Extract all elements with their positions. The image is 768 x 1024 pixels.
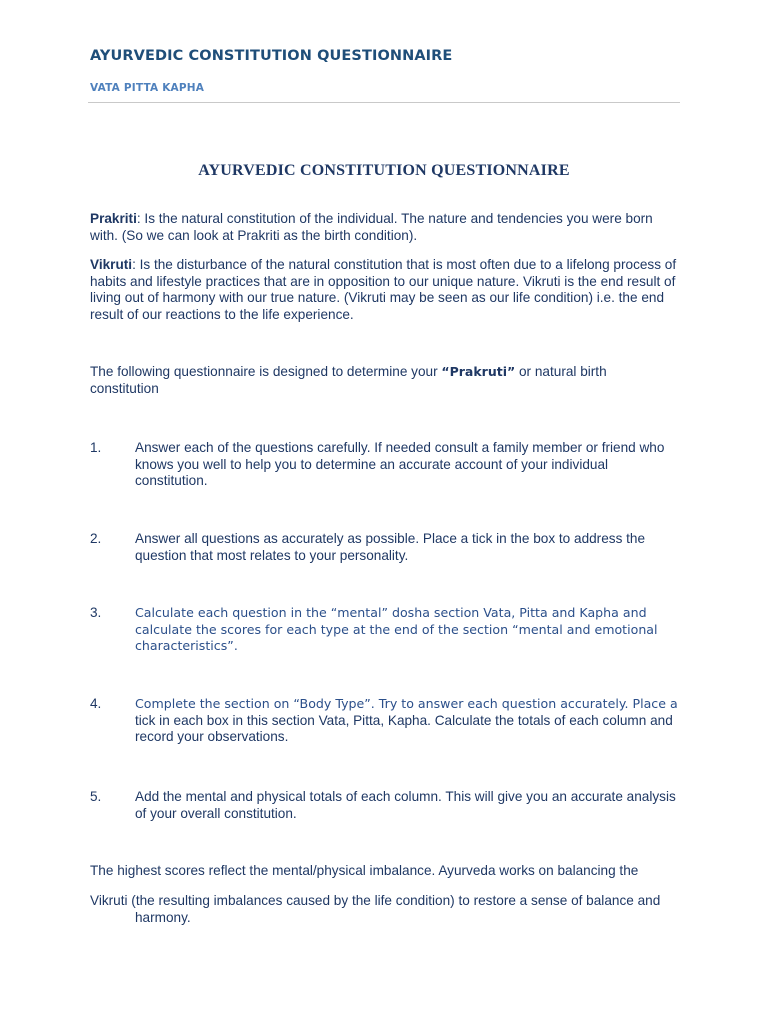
intro-highlight: “Prakruti” — [441, 364, 516, 379]
document-title: AYURVEDIC CONSTITUTION QUESTIONNAIRE — [198, 162, 570, 179]
item-text-line-b: tick in each box in this section Vata, Pitta, Kapha. Calculate the totals of each column and record your observations. — [135, 712, 673, 744]
prakriti-paragraph — [90, 211, 682, 244]
prakriti-term: Prakriti — [90, 211, 137, 226]
closing-line-2b: harmony. — [135, 909, 191, 925]
item-text: Answer all questions as accurately as possible. Place a tick in the box to address the question that most relates to your personality. — [135, 531, 646, 563]
item-text: Add the mental and physical totals of each column. This will give you an accurate analysis of your overall constitution. — [135, 789, 676, 821]
vikruti-term: Vikruti — [90, 257, 133, 272]
item-text: Calculate each question in the “mental” dosha section Vata, Pitta and Kapha and calculate the scores for each type at the end of the section “mental and emotional characteristics”. — [135, 605, 658, 653]
item-number: 4. — [90, 696, 102, 711]
item-text — [135, 696, 682, 746]
item-number: 2. — [90, 531, 102, 546]
intro-text-before: The following questionnaire is designed to determine your — [90, 364, 442, 379]
header-title: AYURVEDIC CONSTITUTION QUESTIONNAIRE — [90, 48, 453, 64]
item-number: 3. — [90, 605, 102, 620]
item-number: 1. — [90, 440, 102, 455]
closing-line-1: The highest scores reflect the mental/physical imbalance. Ayurveda works on balancing the — [90, 863, 639, 878]
vikruti-paragraph — [90, 257, 682, 323]
intro-text-after: or natural birth constitution — [90, 364, 607, 396]
closing-line-2a: Vikruti (the resulting imbalances caused by the life condition) to restore a sense of balance and — [90, 893, 661, 908]
item-text-line-a: Complete the section on “Body Type”. Try to answer each question accurately. Place a — [135, 696, 678, 711]
prakriti-definition: : Is the natural constitution of the individual. The nature and tendencies you were born with. (So we can look at Prakriti as the birth condition). — [90, 211, 653, 243]
closing-paragraph — [90, 893, 682, 926]
intro-paragraph — [90, 364, 620, 397]
item-number: 5. — [90, 789, 102, 804]
item-text: Answer each of the questions carefully. If needed consult a family member or friend who knows you well to help you to determine an accurate account of your individual constitution. — [135, 440, 665, 488]
header-subtitle: VATA PITTA KAPHA — [90, 82, 205, 94]
vikruti-definition: : Is the disturbance of the natural constitution that is most often due to a lifelong process of habits and lifestyle practices that are in opposition to our unique nature. Vikruti is the end result of living out of harmony with our true nature. (Vikruti may be seen as our life condition) i.e. the end result of our reactions to the life experience. — [90, 257, 677, 322]
header-divider — [88, 102, 680, 103]
